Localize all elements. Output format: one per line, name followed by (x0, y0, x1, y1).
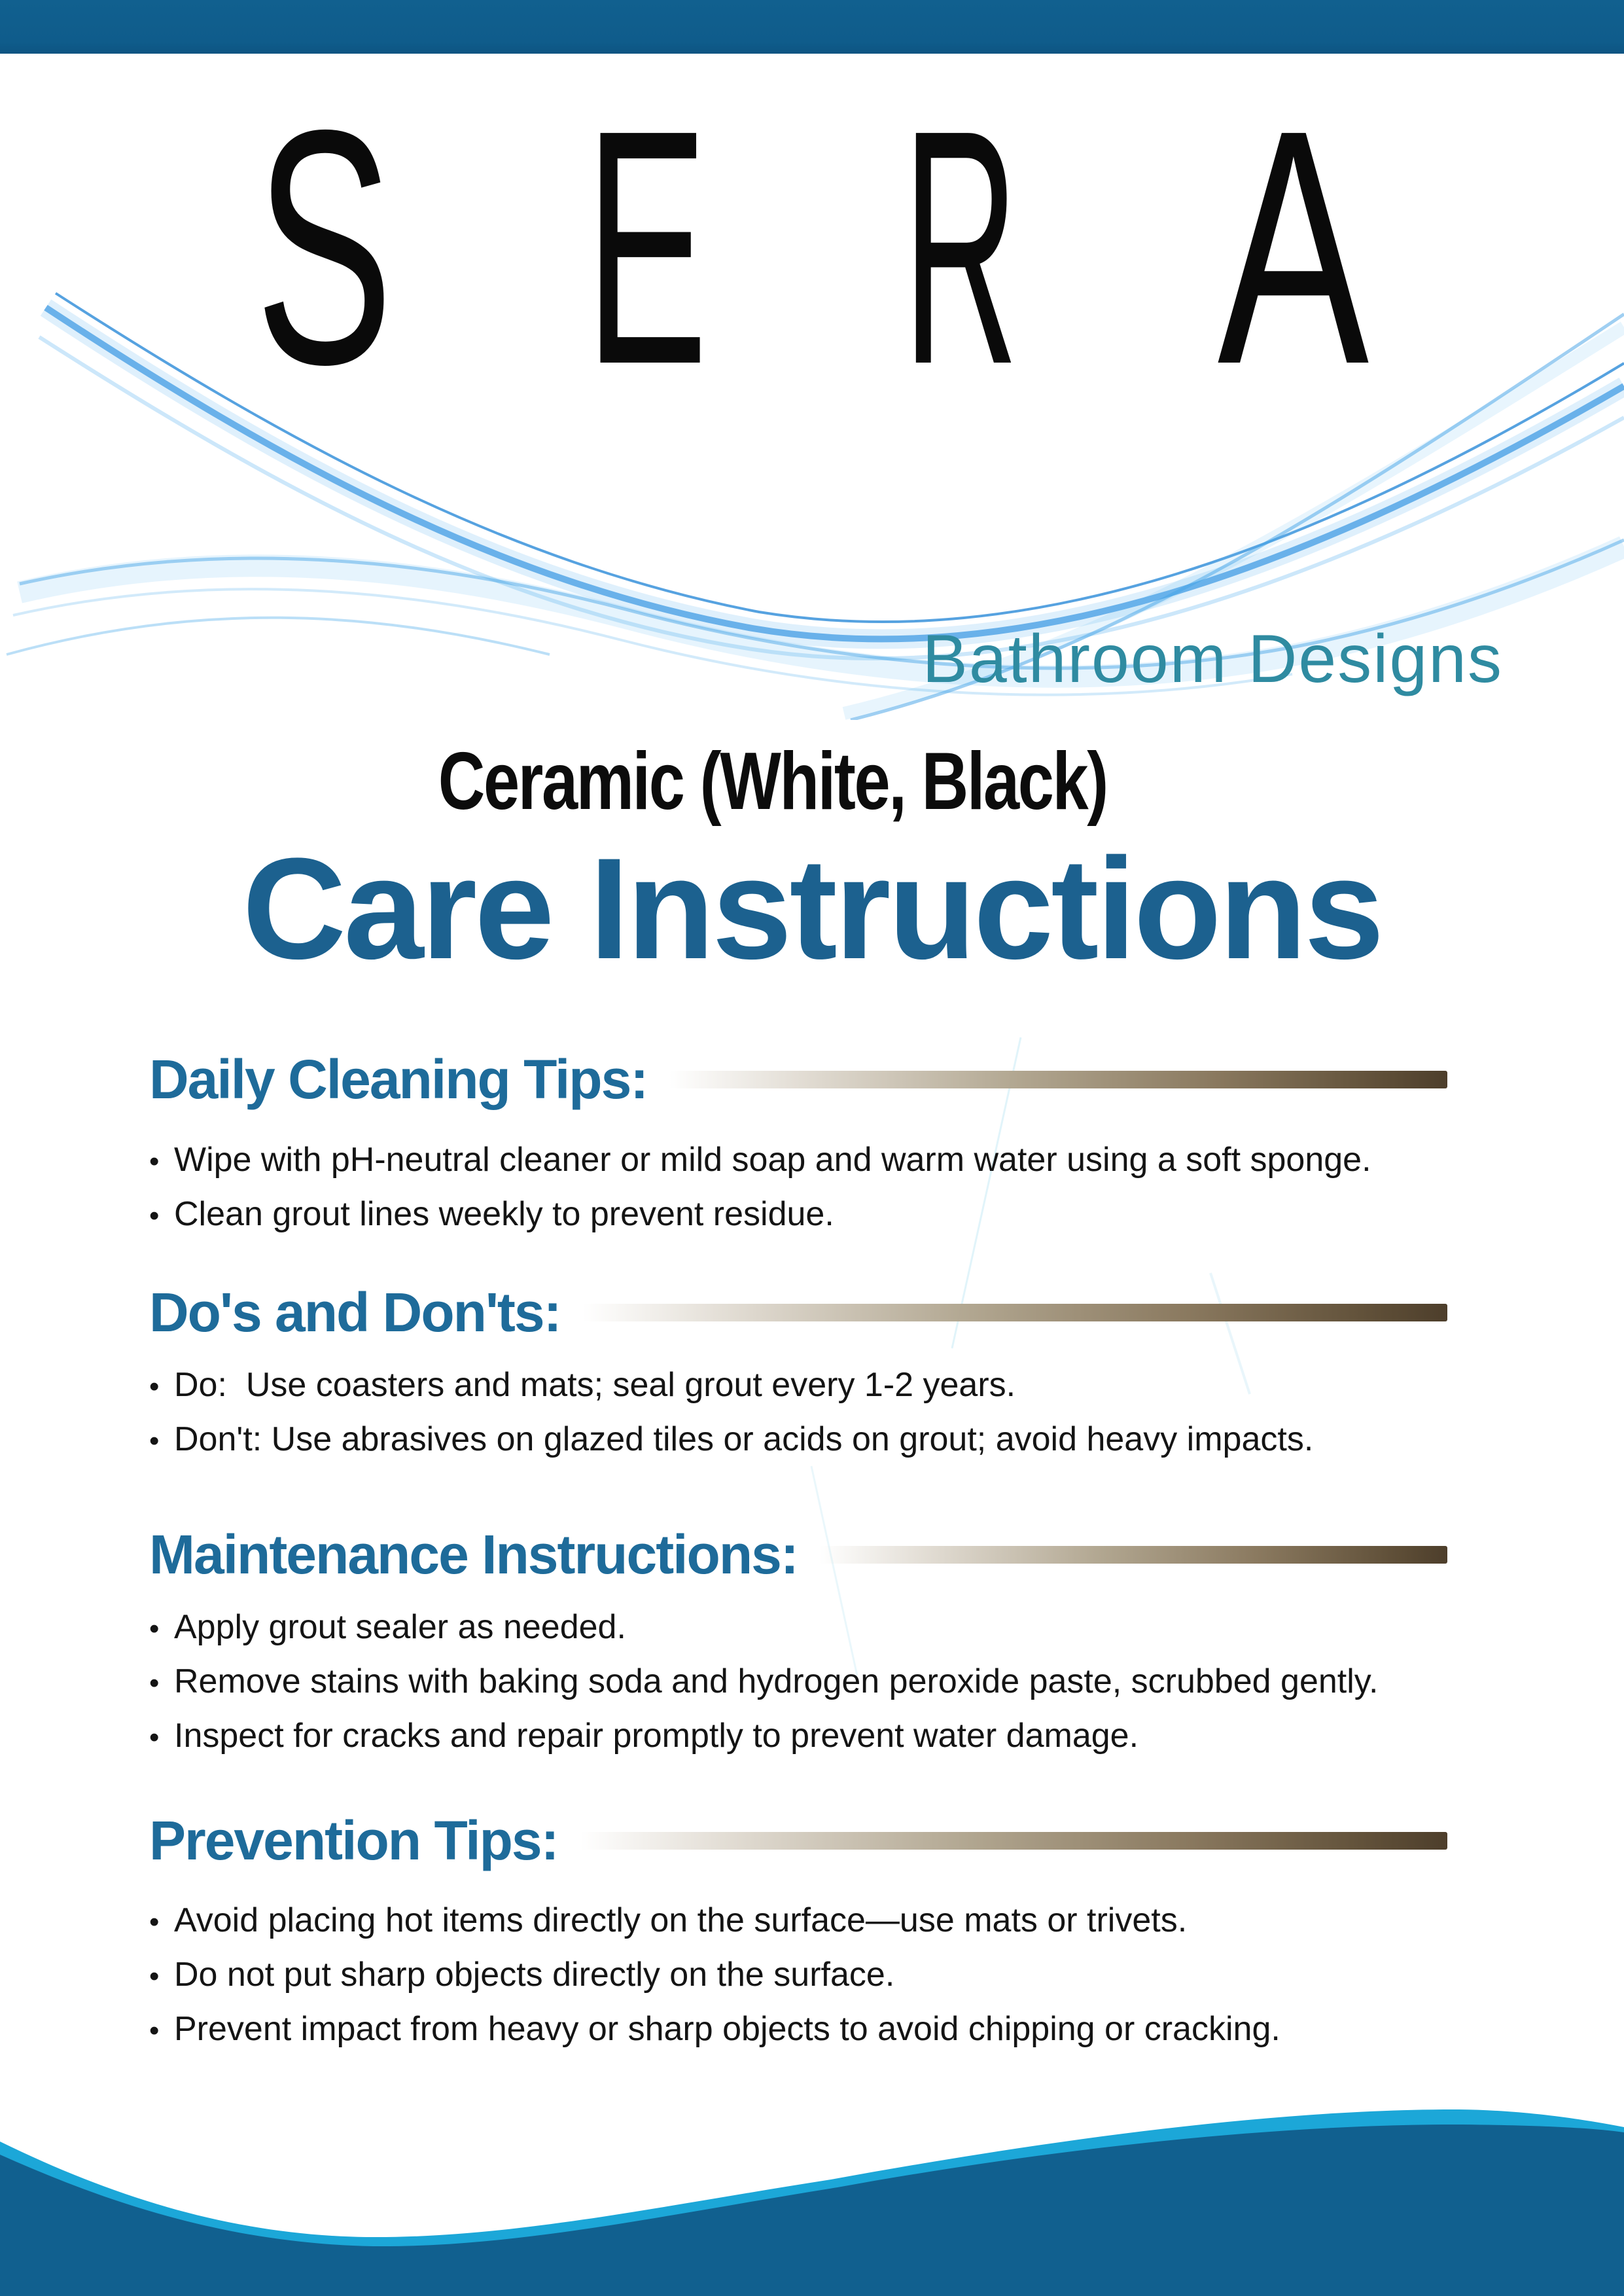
section-daily-cleaning-tips (149, 1047, 1447, 1242)
list-item (149, 1134, 1447, 1188)
bullet-text: Wipe with pH-neutral cleaner or mild soap and warm water using a soft sponge. (174, 1141, 1371, 1179)
list-item (149, 1188, 1447, 1242)
list-item (149, 1413, 1447, 1467)
section-prevention-tips (149, 1808, 1447, 2057)
brand-logo (0, 0, 1624, 511)
bullet-dot-icon: • (149, 1960, 160, 1992)
bullet-text: Do not put sharp objects directly on the surface. (174, 1956, 895, 1994)
bullet-text: Apply grout sealer as needed. (174, 1608, 626, 1646)
list-item (149, 1655, 1447, 1710)
product-subtitle-row (0, 736, 1624, 827)
bullet-dot-icon: • (149, 1906, 160, 1938)
bullet-dot-icon: • (149, 1145, 160, 1177)
bullet-dot-icon: • (149, 1667, 160, 1699)
bullet-dot-icon: • (149, 2015, 160, 2047)
bullet-text: Prevent impact from heavy or sharp objects to avoid chipping or cracking. (174, 2010, 1280, 2048)
section-heading-row (149, 1522, 1447, 1587)
section-heading: Daily Cleaning Tips: (149, 1049, 648, 1110)
brand-letter-r: R (902, 61, 1019, 434)
bullet-text: Clean grout lines weekly to prevent residue. (174, 1195, 834, 1233)
product-subtitle: Ceramic (White, Black) (438, 736, 1108, 827)
bullet-list (149, 1134, 1447, 1242)
bullet-text: Avoid placing hot items directly on the surface—use mats or trivets. (174, 1901, 1188, 1939)
bullet-dot-icon: • (149, 1425, 160, 1457)
bullet-dot-icon: • (149, 1371, 160, 1403)
section-heading: Maintenance Instructions: (149, 1524, 798, 1585)
bullet-list (149, 1601, 1447, 1764)
heading-gradient-rule (820, 1546, 1447, 1564)
section-heading: Prevention Tips: (149, 1810, 558, 1871)
list-item (149, 1359, 1447, 1413)
section-heading-row (149, 1047, 1447, 1112)
list-item (149, 1948, 1447, 2003)
list-item (149, 1601, 1447, 1655)
section-maintenance-instructions (149, 1522, 1447, 1764)
heading-gradient-rule (669, 1071, 1447, 1088)
brand-letter-e: E (585, 61, 708, 434)
brand-letter-a: A (1217, 61, 1369, 434)
footer-wave-graphic (0, 2021, 1624, 2296)
bullet-dot-icon: • (149, 1200, 160, 1232)
bullet-text: Don't: Use abrasives on glazed tiles or acids on grout; avoid heavy impacts. (174, 1420, 1314, 1458)
page-title: Care Instructions (242, 828, 1382, 989)
section-heading-row (149, 1280, 1447, 1345)
list-item (149, 1894, 1447, 1948)
list-item (149, 1710, 1447, 1764)
bullet-text: Do: Use coasters and mats; seal grout every 1-2 years. (174, 1366, 1016, 1404)
brand-letter-s: S (255, 61, 393, 434)
heading-gradient-rule (583, 1304, 1447, 1321)
section-heading-row (149, 1808, 1447, 1873)
bullet-text: Remove stains with baking soda and hydrogen peroxide paste, scrubbed gently. (174, 1662, 1379, 1700)
bullet-dot-icon: • (149, 1613, 160, 1645)
bullet-dot-icon: • (149, 1721, 160, 1753)
heading-gradient-rule (580, 1832, 1447, 1850)
bullet-text: Inspect for cracks and repair promptly to prevent water damage. (174, 1717, 1139, 1755)
bullet-list (149, 1359, 1447, 1467)
brand-tagline: Bathroom Designs (922, 621, 1503, 697)
section-dos-and-donts (149, 1280, 1447, 1467)
section-heading: Do's and Don'ts: (149, 1282, 561, 1343)
